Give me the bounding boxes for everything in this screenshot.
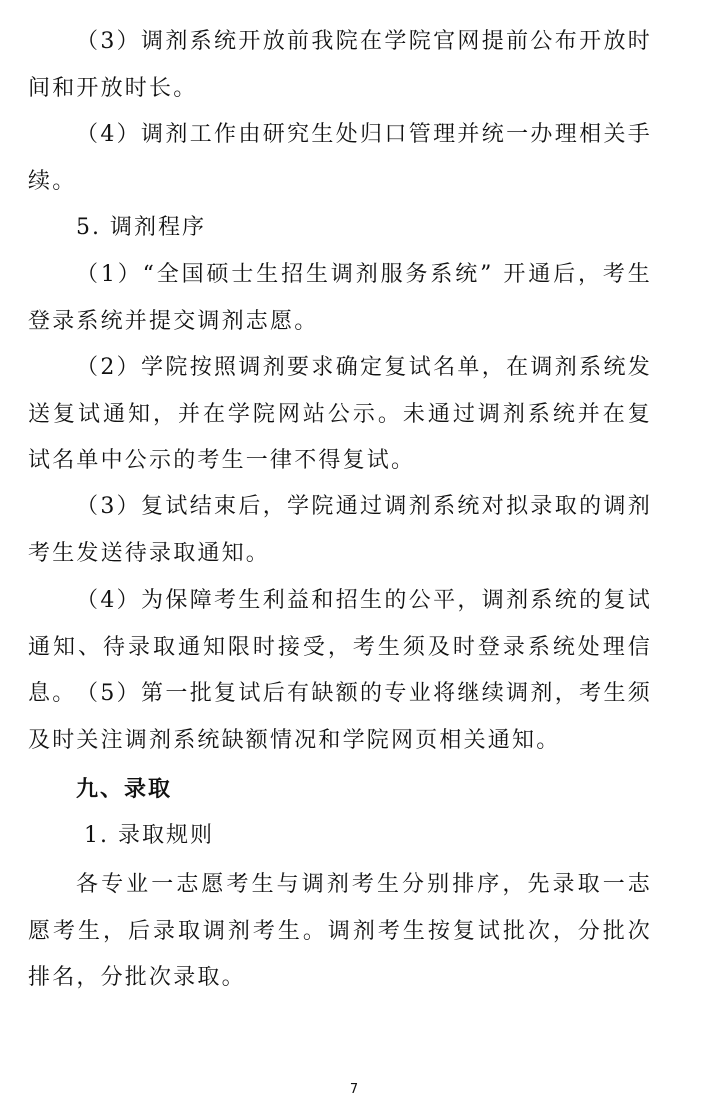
subheading-adjustment-procedure: 5. 调剂程序: [76, 215, 206, 240]
paragraph-fairness-notice: （4）为保障考生利益和招生的公平，调剂系统的复试通知、待录取通知限时接受，考生须及时登录系统处理信息。: [28, 588, 652, 706]
paragraph-retest-list: （2）学院按照调剂要求确定复试名单，在调剂系统发送复试通知，并在学院网站公示。未通过调剂系统并在复试名单中公示的考生一律不得复试。: [28, 355, 652, 473]
paragraph-continued-adjustment: （5）第一批复试后有缺额的专业将继续调剂，考生须及时关注调剂系统缺额情况和学院网页相关通知。: [28, 681, 652, 753]
paragraph-pending-admission-notice: （3）复试结束后，学院通过调剂系统对拟录取的调剂考生发送待录取通知。: [28, 494, 652, 566]
page-number: 7: [349, 1082, 359, 1097]
paragraph-adjustment-system-open-time: （3）调剂系统开放前我院在学院官网提前公布开放时间和开放时长。: [28, 29, 652, 101]
paragraph-system-login: （1）“全国硕士生招生调剂服务系统” 开通后，考生登录系统并提交调剂志愿。: [28, 262, 652, 334]
paragraph-admission-ranking: 各专业一志愿考生与调剂考生分别排序，先录取一志愿考生，后录取调剂考生。调剂考生按复试批次，分批次排名，分批次录取。: [28, 872, 652, 990]
section-heading-admission: 九、录取: [76, 777, 173, 802]
paragraph-graduate-office-management: （4）调剂工作由研究生处归口管理并统一办理相关手续。: [28, 122, 652, 194]
subheading-admission-rules: 1. 录取规则: [84, 823, 214, 848]
